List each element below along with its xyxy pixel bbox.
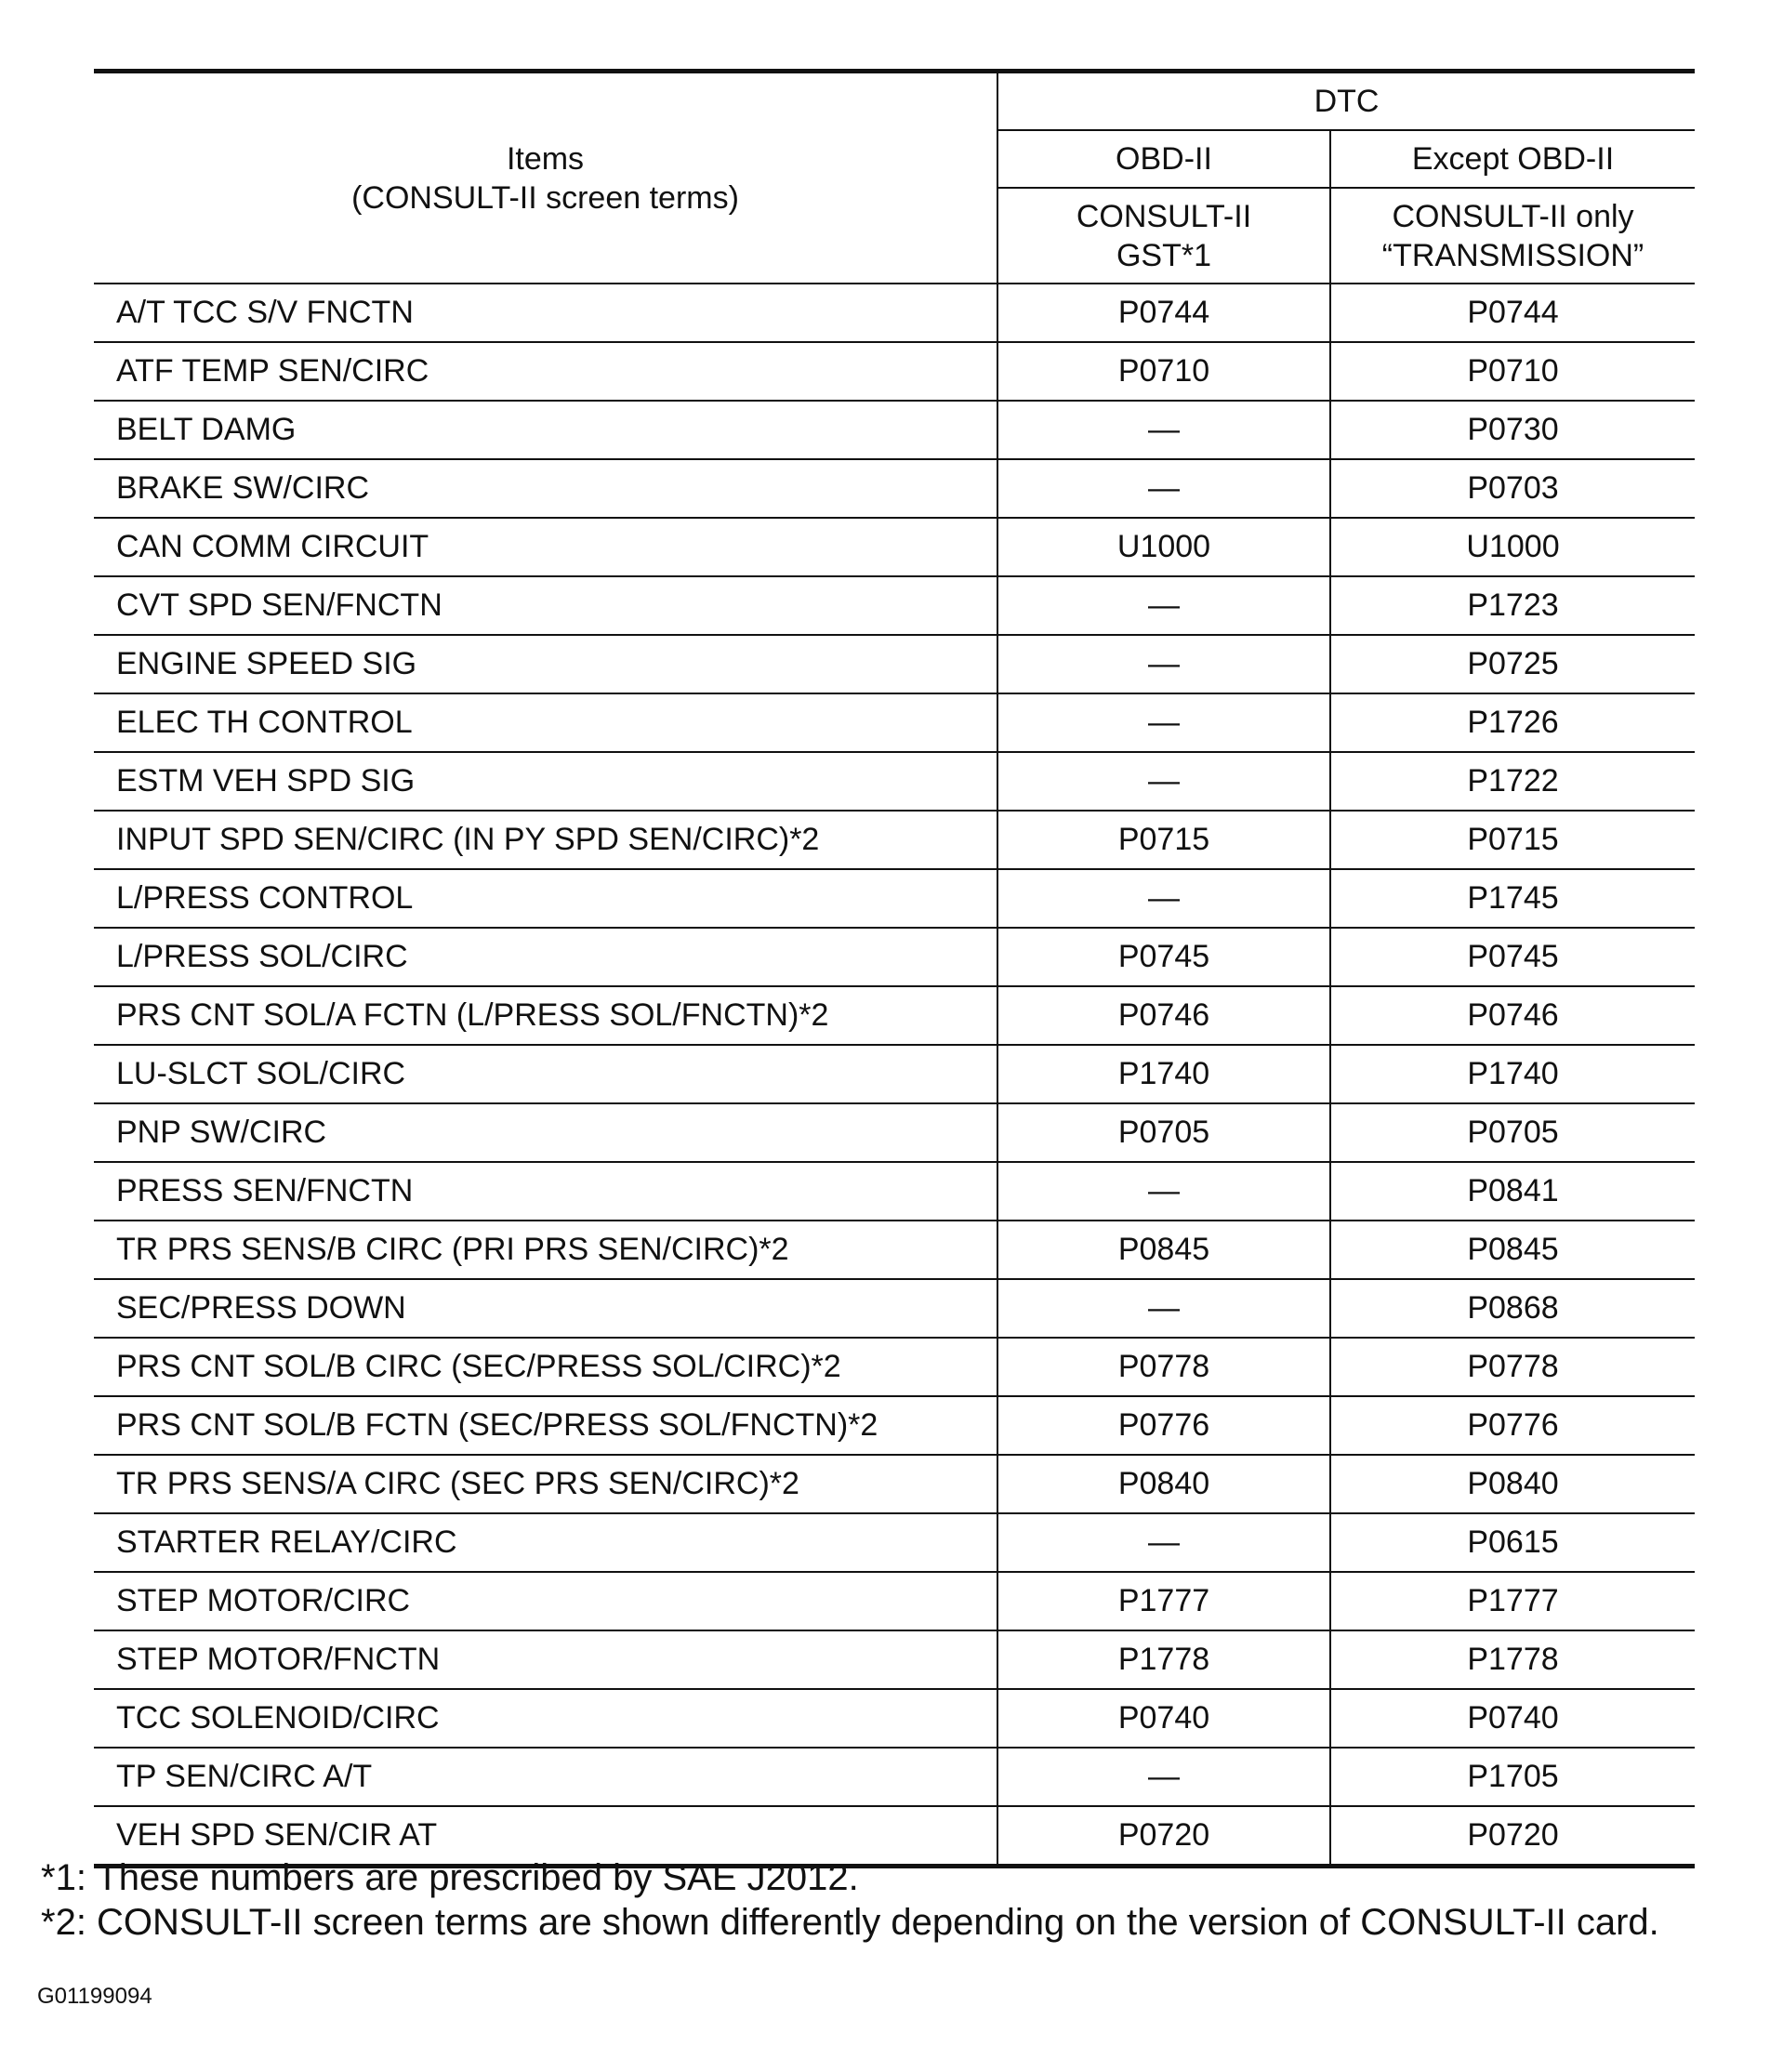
- table-row: [94, 459, 1695, 518]
- except-cell: U1000: [1330, 518, 1695, 576]
- obd-cell: P0776: [997, 1396, 1330, 1455]
- obd-cell: P1740: [997, 1045, 1330, 1103]
- except-cell: P1740: [1330, 1045, 1695, 1103]
- obd-subheader-line1: CONSULT-II: [1076, 198, 1252, 234]
- except-cell: P0868: [1330, 1279, 1695, 1338]
- table-row: [94, 1162, 1695, 1221]
- except-cell: P0705: [1330, 1103, 1695, 1162]
- table-body: [94, 284, 1695, 1867]
- except-cell: P0740: [1330, 1689, 1695, 1748]
- obd-cell: P0744: [997, 284, 1330, 342]
- item-cell: VEH SPD SEN/CIR AT: [94, 1806, 997, 1867]
- table-row: [94, 576, 1695, 635]
- item-cell: TCC SOLENOID/CIRC: [94, 1689, 997, 1748]
- except-cell: P0730: [1330, 401, 1695, 459]
- obd-cell: P0845: [997, 1221, 1330, 1279]
- except-cell: P0778: [1330, 1338, 1695, 1396]
- table-row: [94, 1279, 1695, 1338]
- obd-subheader-line2: GST*1: [1116, 237, 1212, 273]
- except-cell: P0845: [1330, 1221, 1695, 1279]
- table-row: [94, 1103, 1695, 1162]
- table-row: [94, 1338, 1695, 1396]
- obd-cell: —: [997, 401, 1330, 459]
- obd-cell: P1777: [997, 1572, 1330, 1630]
- item-cell: CVT SPD SEN/FNCTN: [94, 576, 997, 635]
- table-row: [94, 1689, 1695, 1748]
- except-cell: P1745: [1330, 869, 1695, 928]
- table-row: [94, 986, 1695, 1045]
- item-cell: A/T TCC S/V FNCTN: [94, 284, 997, 342]
- item-cell: INPUT SPD SEN/CIRC (IN PY SPD SEN/CIRC)*2: [94, 811, 997, 869]
- except-subheader-line1: CONSULT-II only: [1392, 198, 1634, 234]
- item-cell: ATF TEMP SEN/CIRC: [94, 342, 997, 401]
- obd-cell: P0778: [997, 1338, 1330, 1396]
- except-cell: P0720: [1467, 1817, 1559, 1853]
- except-cell: P0703: [1330, 459, 1695, 518]
- table-row: [94, 928, 1695, 986]
- except-cell: P0715: [1330, 811, 1695, 869]
- dtc-header: DTC: [997, 72, 1695, 131]
- obd-cell: P1778: [997, 1630, 1330, 1689]
- obd-cell: —: [997, 576, 1330, 635]
- except-cell: P1722: [1330, 752, 1695, 811]
- table-row: [94, 1045, 1695, 1103]
- items-header-line1: Items: [506, 140, 585, 177]
- obd-cell: U1000: [997, 518, 1330, 576]
- except-subheader: [1330, 188, 1695, 284]
- table-row: [94, 1396, 1695, 1455]
- item-cell: L/PRESS SOL/CIRC: [94, 928, 997, 986]
- obd-cell: P0746: [997, 986, 1330, 1045]
- obd-cell: —: [997, 459, 1330, 518]
- obd-cell: —: [997, 1279, 1330, 1338]
- table-row: [94, 1748, 1695, 1806]
- except-cell: P0710: [1330, 342, 1695, 401]
- obd-cell: P0840: [997, 1455, 1330, 1513]
- item-cell: PRS CNT SOL/A FCTN (L/PRESS SOL/FNCTN)*2: [94, 986, 997, 1045]
- item-cell: LU-SLCT SOL/CIRC: [94, 1045, 997, 1103]
- dtc-table: [94, 69, 1695, 1868]
- table-row: [94, 518, 1695, 576]
- table-row: [94, 635, 1695, 693]
- item-cell: ENGINE SPEED SIG: [94, 635, 997, 693]
- table-row: [94, 342, 1695, 401]
- item-cell: BELT DAMG: [94, 401, 997, 459]
- items-column-header: [94, 72, 997, 284]
- table-row: [94, 1455, 1695, 1513]
- table-row: [94, 1630, 1695, 1689]
- except-obd-header: Except OBD-II: [1330, 130, 1695, 188]
- except-cell: P0840: [1330, 1455, 1695, 1513]
- obd-cell: —: [997, 635, 1330, 693]
- footnote-2: *2: CONSULT-II screen terms are shown differently depending on the version of CONSULT-II card.: [41, 1902, 1659, 1943]
- item-cell: ESTM VEH SPD SIG: [94, 752, 997, 811]
- item-cell: L/PRESS CONTROL: [94, 869, 997, 928]
- footnotes: [41, 1855, 1659, 1945]
- obd-cell: —: [997, 693, 1330, 752]
- except-cell: P0776: [1330, 1396, 1695, 1455]
- item-cell: PRESS SEN/FNCTN: [94, 1162, 997, 1221]
- obd-cell: P0710: [997, 342, 1330, 401]
- obd-header: OBD-II: [997, 130, 1330, 188]
- obd-cell: —: [997, 1513, 1330, 1572]
- except-cell: P1705: [1330, 1748, 1695, 1806]
- table-row: [94, 1513, 1695, 1572]
- table-row: [94, 1221, 1695, 1279]
- obd-subheader: [997, 188, 1330, 284]
- except-cell: P0744: [1330, 284, 1695, 342]
- except-cell: P1778: [1330, 1630, 1695, 1689]
- obd-cell: —: [997, 869, 1330, 928]
- table-row: [94, 752, 1695, 811]
- table-row: [94, 401, 1695, 459]
- except-cell: P1723: [1330, 576, 1695, 635]
- item-cell: STEP MOTOR/FNCTN: [94, 1630, 997, 1689]
- except-cell: P0725: [1330, 635, 1695, 693]
- table-row: [94, 693, 1695, 752]
- obd-cell: —: [997, 1162, 1330, 1221]
- item-cell: STEP MOTOR/CIRC: [94, 1572, 997, 1630]
- except-cell: P1726: [1330, 693, 1695, 752]
- item-cell: CAN COMM CIRCUIT: [94, 518, 997, 576]
- footnote-1: *1: These numbers are prescribed by SAE J2012.: [41, 1857, 859, 1898]
- obd-cell: P0705: [997, 1103, 1330, 1162]
- item-cell: PRS CNT SOL/B FCTN (SEC/PRESS SOL/FNCTN)*2: [94, 1396, 997, 1455]
- item-cell: PNP SW/CIRC: [94, 1103, 997, 1162]
- obd-cell: P0715: [997, 811, 1330, 869]
- item-cell: SEC/PRESS DOWN: [94, 1279, 997, 1338]
- items-header-line2: (CONSULT-II screen terms): [351, 179, 739, 216]
- table-row: [94, 284, 1695, 342]
- obd-cell: P0720: [997, 1806, 1330, 1867]
- table-row: [94, 1572, 1695, 1630]
- table-row: [94, 869, 1695, 928]
- except-cell: P0746: [1330, 986, 1695, 1045]
- figure-id: G01199094: [37, 1984, 152, 2009]
- obd-cell: —: [997, 752, 1330, 811]
- item-cell: TR PRS SENS/A CIRC (SEC PRS SEN/CIRC)*2: [94, 1455, 997, 1513]
- item-cell: ELEC TH CONTROL: [94, 693, 997, 752]
- except-cell: P0615: [1330, 1513, 1695, 1572]
- item-cell: BRAKE SW/CIRC: [94, 459, 997, 518]
- table-header: [94, 72, 1695, 284]
- item-cell: STARTER RELAY/CIRC: [94, 1513, 997, 1572]
- obd-cell: P0745: [997, 928, 1330, 986]
- except-cell: P0745: [1330, 928, 1695, 986]
- item-cell: PRS CNT SOL/B CIRC (SEC/PRESS SOL/CIRC)*2: [94, 1338, 997, 1396]
- obd-cell: P0740: [997, 1689, 1330, 1748]
- item-cell: TP SEN/CIRC A/T: [94, 1748, 997, 1806]
- table-row: [94, 811, 1695, 869]
- item-cell: TR PRS SENS/B CIRC (PRI PRS SEN/CIRC)*2: [94, 1221, 997, 1279]
- obd-cell: —: [997, 1748, 1330, 1806]
- except-subheader-line2: “TRANSMISSION”: [1381, 237, 1644, 273]
- except-cell: P0841: [1330, 1162, 1695, 1221]
- except-cell: P1777: [1330, 1572, 1695, 1630]
